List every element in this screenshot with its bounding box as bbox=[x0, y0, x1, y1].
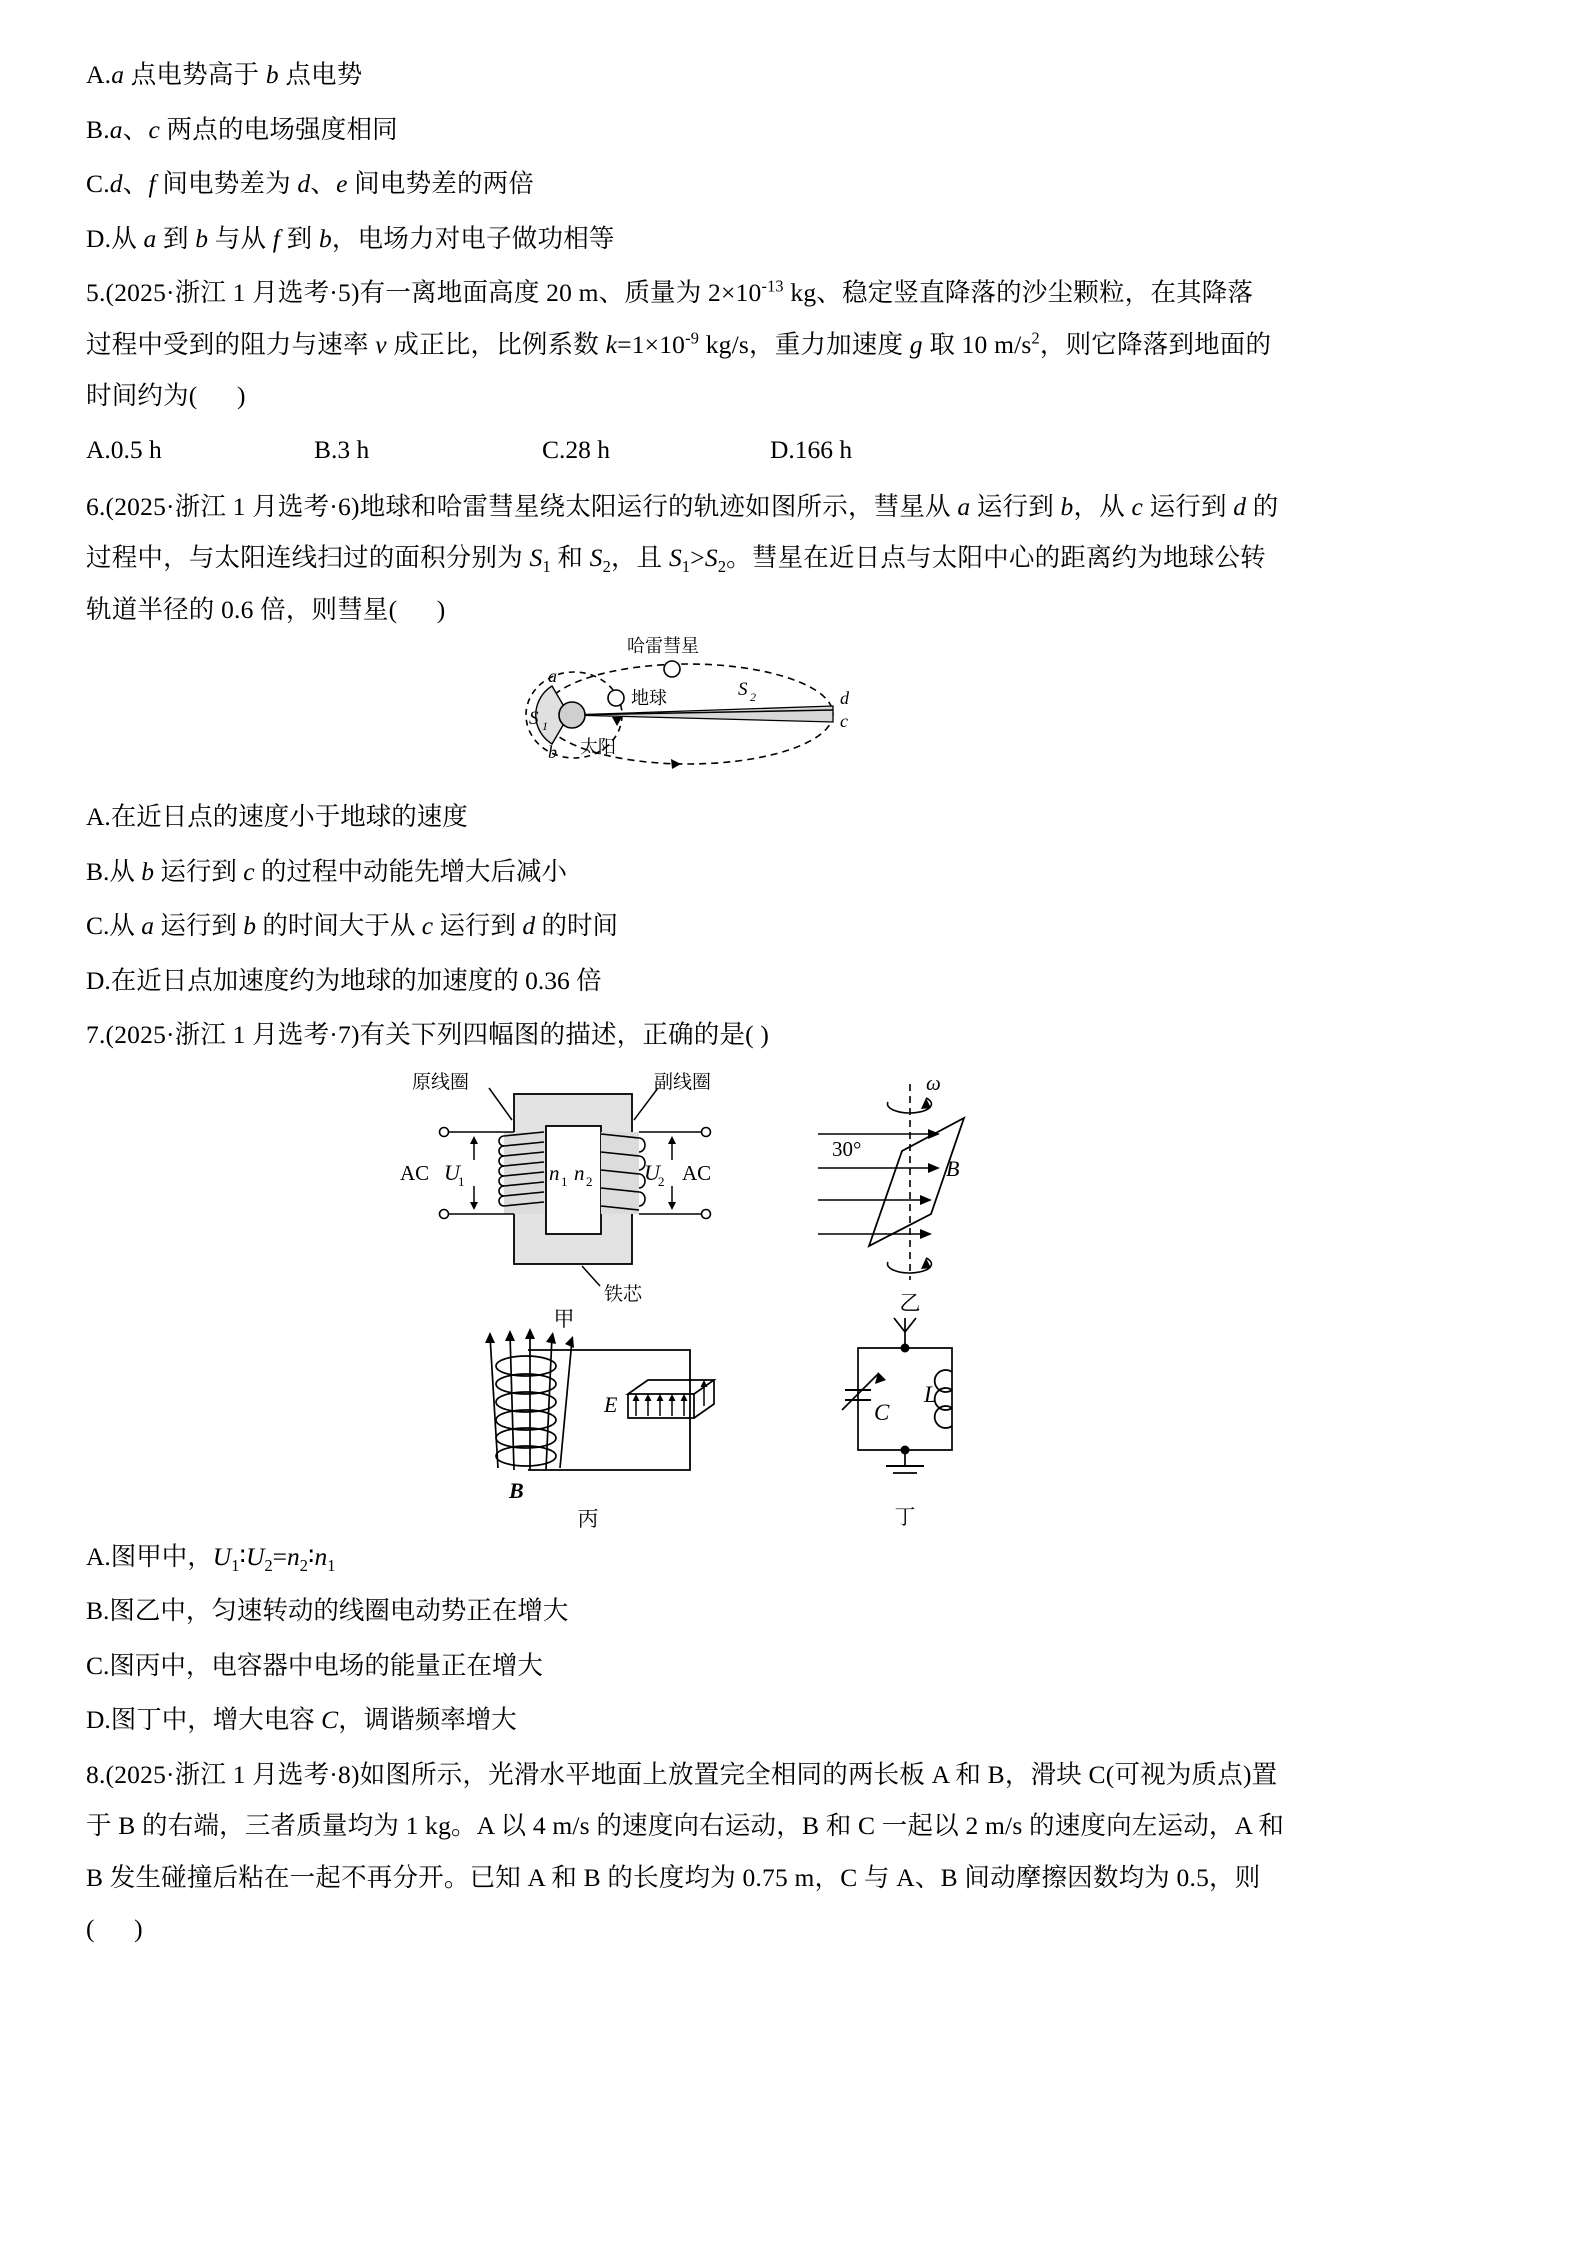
q6-stem-line-1: 6.(2025·浙江 1 月选考·6)地球和哈雷彗星绕太阳运行的轨迹如图所示，彗星从 a 运行到 b，从 c 运行到 d 的 bbox=[86, 491, 1279, 521]
figure-ding-lc-circuit bbox=[830, 1310, 1060, 1535]
q5-option-c: C.28 h bbox=[542, 434, 611, 464]
q5-option-d: D.166 h bbox=[770, 434, 853, 464]
comet-orbit-svg bbox=[476, 636, 896, 782]
area-s2-label: S bbox=[738, 679, 748, 700]
figure-yi-caption: 乙 bbox=[899, 1291, 921, 1315]
comet-label: 哈雷彗星 bbox=[627, 636, 699, 656]
figure-yi-rotating-coil bbox=[814, 1066, 1064, 1316]
coil-parallelogram bbox=[869, 1118, 964, 1246]
q4-options-block bbox=[86, 62, 1501, 251]
earth-label: 地球 bbox=[631, 688, 667, 708]
lc-loop bbox=[858, 1348, 952, 1450]
point-a-label: a bbox=[548, 666, 557, 686]
q5-options-row bbox=[86, 435, 1501, 465]
q7-option-d: D.图丁中，增大电容 C，调谐频率增大 bbox=[86, 1705, 517, 1734]
capacitor-c-label: C bbox=[874, 1399, 890, 1425]
q6-option-b: B.从 b 运行到 c 的过程中动能先增大后减小 bbox=[86, 856, 567, 886]
q5-stem-line-1: 5.(2025·浙江 1 月选考·5)有一离地面高度 20 m、质量为 $2\times 10^{-13}$ kg、稳定竖直降落的沙尘颗粒，在其降落 bbox=[86, 276, 1254, 307]
q7-stem: 7.(2025·浙江 1 月选考·7)有关下列四幅图的描述，正确的是( ) bbox=[86, 1020, 770, 1049]
q6-option-d: D.在近日点加速度约为地球的加速度的 0.36 倍 bbox=[86, 965, 602, 995]
question-6 bbox=[86, 491, 1501, 995]
n1-label: n bbox=[549, 1160, 560, 1185]
area-s1-label: S bbox=[529, 708, 539, 729]
n2-label: n bbox=[574, 1160, 585, 1185]
figure-jia-transformer bbox=[386, 1071, 746, 1331]
primary-terminal-top bbox=[440, 1127, 449, 1136]
q7-figures bbox=[86, 1070, 1501, 1534]
q8-stem-line-3: B 发生碰撞后粘在一起不再分开。已知 A 和 B 的长度均为 0.75 m，C 与 A、B 间动摩擦因数均为 0.5，则 bbox=[86, 1862, 1261, 1892]
figure-bing-solenoid-capacitor bbox=[476, 1318, 766, 1533]
area-s2-sub: 2 bbox=[750, 690, 756, 704]
q8-stem-line-4: ( ) bbox=[86, 1914, 143, 1943]
question-8 bbox=[86, 1759, 1501, 1943]
ac-right-label: AC bbox=[682, 1160, 712, 1185]
u1-label: U bbox=[444, 1159, 460, 1185]
primary-terminal-bottom bbox=[440, 1209, 449, 1218]
point-d-label: d bbox=[840, 688, 849, 708]
u2-sub: 2 bbox=[658, 1173, 665, 1189]
u2-label: U bbox=[644, 1159, 660, 1185]
comet-body bbox=[664, 661, 680, 677]
sun-body bbox=[559, 702, 585, 728]
q8-stem-line-2: 于 B 的右端，三者质量均为 1 kg。A 以 4 m/s 的速度向右运动，B 和 C 一起以 2 m/s 的速度向左运动，A 和 bbox=[86, 1811, 1285, 1840]
area-s1-sub: 1 bbox=[542, 719, 548, 733]
q5-option-b: B.3 h bbox=[314, 434, 370, 464]
core-label: 铁芯 bbox=[604, 1283, 643, 1305]
field-b-label-bing: B bbox=[509, 1477, 524, 1503]
q5-option-a: A.0.5 h bbox=[86, 434, 162, 464]
earth-direction-arrow bbox=[612, 717, 622, 726]
primary-label-leader bbox=[489, 1088, 512, 1120]
question-7 bbox=[86, 1022, 1501, 1733]
field-e-label-bing: E bbox=[604, 1391, 618, 1417]
primary-coil-label: 原线圈 bbox=[412, 1071, 470, 1093]
point-b-label: b bbox=[548, 742, 557, 762]
inductor-l-label: L bbox=[924, 1381, 937, 1407]
u1-sub: 1 bbox=[458, 1173, 465, 1189]
q7-option-c: C.图丙中，电容器中电场的能量正在增大 bbox=[86, 1650, 543, 1680]
q4-option-b: B.a、c 两点的电场强度相同 bbox=[86, 114, 398, 144]
figure-bing-caption: 丙 bbox=[577, 1507, 599, 1531]
q6-stem-line-2: 过程中，与太阳连线扫过的面积分别为 $S_1$ 和 $S_2$，且 $S_1>S_2$。彗星在近日点与太阳中心的距离约为地球公转 bbox=[86, 543, 1266, 577]
q4-option-a: A.a 点电势高于 b 点电势 bbox=[86, 60, 363, 89]
comet-direction-arrow bbox=[671, 759, 681, 769]
figure-ding-caption: 丁 bbox=[894, 1505, 916, 1529]
q7-option-b: B.图乙中，匀速转动的线圈电动势正在增大 bbox=[86, 1596, 569, 1625]
ac-left-label: AC bbox=[400, 1160, 430, 1185]
omega-label: ω bbox=[926, 1070, 941, 1095]
variable-capacitor-arrow bbox=[842, 1374, 878, 1410]
core-label-leader bbox=[582, 1266, 600, 1286]
secondary-terminal-top bbox=[702, 1127, 711, 1136]
q4-option-d: D.从 a 到 b 与从 f 到 b，电场力对电子做功相等 bbox=[86, 223, 615, 253]
earth-body bbox=[608, 690, 624, 706]
q6-option-a: A.在近日点的速度小于地球的速度 bbox=[86, 802, 468, 831]
comet-orbit-figure bbox=[86, 636, 1501, 778]
field-b-label-yi: B bbox=[946, 1155, 960, 1181]
point-c-label: c bbox=[840, 711, 848, 731]
figure-jia-caption: 甲 bbox=[553, 1307, 575, 1331]
n2-sub: 2 bbox=[586, 1173, 593, 1189]
top-node bbox=[901, 1343, 910, 1352]
q4-option-c: C.d、f 间电势差为 d、e 间电势差的两倍 bbox=[86, 169, 535, 198]
sun-label: 太阳 bbox=[580, 737, 616, 757]
q5-stem-line-2: 过程中受到的阻力与速率 v 成正比，比例系数 $k=1\times 10^{-9}$ kg/s，重力加速度 g 取 10 $m/s^2$，则它降落到地面的 bbox=[86, 328, 1272, 359]
inductor-coil bbox=[935, 1370, 952, 1428]
n1-sub: 1 bbox=[561, 1173, 568, 1189]
question-5 bbox=[86, 276, 1501, 465]
q6-stem-line-3: 轨道半径的 0.6 倍，则彗星( ) bbox=[86, 594, 446, 624]
angle-30-label: 30° bbox=[832, 1136, 862, 1161]
q6-option-c: C.从 a 运行到 b 的时间大于从 c 运行到 d 的时间 bbox=[86, 911, 619, 940]
q5-stem-line-3: 时间约为( ) bbox=[86, 381, 246, 410]
secondary-coil-label: 副线圈 bbox=[654, 1071, 712, 1093]
secondary-terminal-bottom bbox=[702, 1209, 711, 1218]
q8-stem-line-1: 8.(2025·浙江 1 月选考·8)如图所示，光滑水平地面上放置完全相同的两长板 A 和 B，滑块 C(可视为质点)置 bbox=[86, 1759, 1278, 1789]
q7-option-a: A.图甲中，$U_1∶U_2=n_2∶n_1$ bbox=[86, 1541, 336, 1575]
